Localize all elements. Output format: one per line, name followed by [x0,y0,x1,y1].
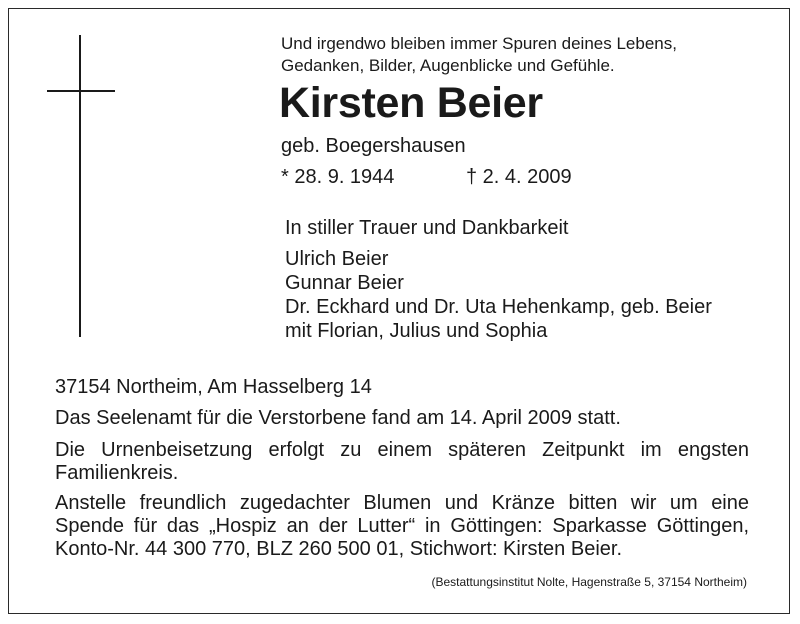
birth-date: * 28. 9. 1944 [281,166,395,188]
mourner-item: mit Florian, Julius und Sophia [285,320,548,342]
donation-notice: Anstelle freundlich zugedachter Blumen und Kränze bitten wir um eine Spende für das „Hospiz an der Lutter“ in Göttingen: Sparkasse Göttingen, Konto-Nr. 44 300 770, BLZ 260 500 01, Stichwort: Kirsten Beier. [55,492,749,560]
mourner-item: Gunnar Beier [285,272,404,294]
address: 37154 Northeim, Am Hasselberg 14 [55,376,372,398]
deceased-name: Kirsten Beier [279,79,543,127]
motto-line-2: Gedanken, Bilder, Augenblicke und Gefühle. [281,56,615,75]
mourner-item: Ulrich Beier [285,248,389,270]
obituary-notice [8,8,790,614]
maiden-name: geb. Boegershausen [281,135,466,157]
requiem-notice: Das Seelenamt für die Verstorbene fand am 14. April 2009 statt. [55,407,621,429]
mourners-list [285,247,712,343]
mourner-item: Dr. Eckhard und Dr. Uta Hehenkamp, geb. Beier [285,296,712,318]
death-date: † 2. 4. 2009 [466,166,572,188]
funeral-home-footer: (Bestattungsinstitut Nolte, Hagenstraße 5, 37154 Northeim) [431,575,747,589]
motto [281,33,677,77]
motto-line-1: Und irgendwo bleiben immer Spuren deines Lebens, [281,34,677,53]
cross-icon-vertical [79,35,81,337]
burial-notice: Die Urnenbeisetzung erfolgt zu einem späteren Zeitpunkt im engsten Familienkreis. [55,439,749,484]
cross-icon-horizontal [47,90,115,92]
mourning-text: In stiller Trauer und Dankbarkeit [285,217,569,239]
